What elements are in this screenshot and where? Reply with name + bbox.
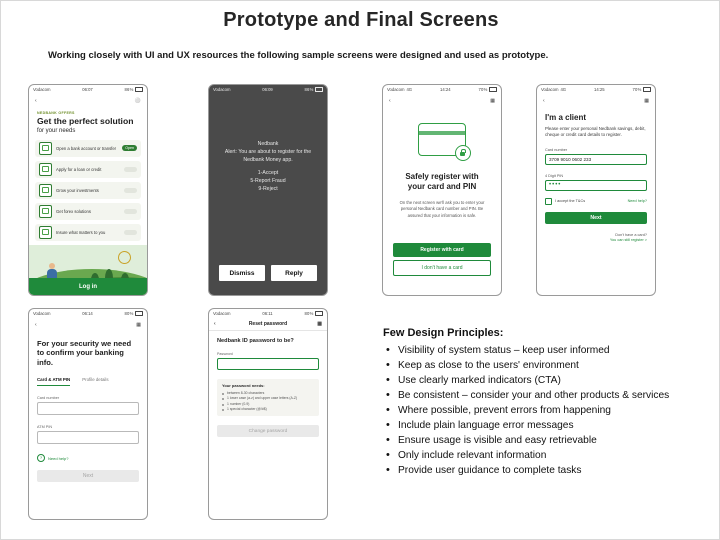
question-mark-icon: ? bbox=[37, 454, 45, 462]
status-bar bbox=[209, 309, 327, 318]
grid-menu-icon[interactable]: ▦ bbox=[490, 97, 495, 104]
register-heading-line1: Safely register with bbox=[405, 172, 479, 181]
card-number-label: Card number bbox=[37, 396, 60, 401]
app-nav-bar bbox=[383, 94, 501, 107]
atm-pin-label: ATM PIN bbox=[37, 425, 53, 430]
requirement-item: 1 number (0-9) bbox=[222, 402, 314, 407]
chevron-pill bbox=[124, 209, 137, 214]
list-item: • Only include relevant information bbox=[383, 449, 693, 463]
status-network: 4G bbox=[560, 87, 567, 92]
design-principles-list bbox=[383, 344, 693, 478]
chevron-pill bbox=[124, 167, 137, 172]
status-time: 14:24 bbox=[440, 87, 451, 92]
loan-icon bbox=[39, 163, 52, 176]
tab-bar bbox=[37, 377, 139, 386]
list-item: • Visibility of system status – keep user informed bbox=[383, 344, 693, 358]
offers-header bbox=[29, 111, 147, 134]
status-carrier: Vodacom bbox=[33, 87, 51, 92]
status-bar bbox=[209, 85, 327, 94]
status-bar bbox=[537, 85, 655, 94]
need-help-label: Need help? bbox=[48, 455, 69, 461]
pin-value: •••• bbox=[549, 182, 562, 189]
list-item-label: Get forex solutions bbox=[56, 208, 91, 214]
password-input[interactable] bbox=[217, 358, 319, 370]
password-requirements bbox=[217, 379, 319, 416]
app-nav-bar bbox=[209, 318, 327, 331]
card-number-input[interactable]: 3709 9010 0602 233 bbox=[545, 154, 647, 165]
sun-icon bbox=[118, 251, 131, 264]
card-number-input[interactable] bbox=[37, 402, 139, 415]
alert-line: 9-Reject bbox=[258, 186, 278, 193]
phone-mockup-safe-register bbox=[382, 84, 502, 296]
status-carrier: Vodacom bbox=[387, 87, 405, 92]
nav-title: Reset password bbox=[248, 321, 288, 327]
design-principles-title: Few Design Principles: bbox=[383, 327, 504, 339]
status-badge: Open bbox=[122, 145, 137, 151]
battery-icon bbox=[315, 311, 323, 316]
list-item: • Use clearly marked indicators (CTA) bbox=[383, 374, 693, 388]
status-time: 06:09 bbox=[262, 87, 273, 92]
status-time: 14:25 bbox=[594, 87, 605, 92]
register-with-card-button[interactable]: Register with card bbox=[393, 243, 491, 257]
client-intro: Please enter your personal Nedbank savings, debit, cheque or credit card details to register. bbox=[545, 126, 646, 138]
battery-icon bbox=[489, 87, 497, 92]
security-heading bbox=[37, 339, 139, 367]
lock-icon bbox=[455, 145, 471, 161]
reset-question: Nedbank ID password to be? bbox=[217, 338, 294, 344]
dismiss-button[interactable]: Dismiss bbox=[219, 265, 265, 281]
security-heading-line1: For your security we need bbox=[37, 339, 132, 348]
list-item[interactable] bbox=[35, 140, 141, 157]
status-battery: 86% bbox=[304, 87, 314, 92]
list-item: • Be consistent – consider your and other products & services bbox=[383, 389, 693, 403]
battery-icon bbox=[135, 311, 143, 316]
list-item: • Keep as close to the users' environment bbox=[383, 359, 693, 373]
alert-message bbox=[209, 94, 327, 193]
chevron-left-icon[interactable]: ‹ bbox=[35, 321, 37, 328]
investment-icon bbox=[39, 184, 52, 197]
status-battery: 70% bbox=[632, 87, 642, 92]
client-title: I'm a client bbox=[545, 113, 587, 122]
next-button[interactable]: Next bbox=[37, 470, 139, 482]
list-item[interactable] bbox=[35, 203, 141, 220]
alert-line: 1-Accept bbox=[257, 170, 279, 177]
reply-button[interactable]: Reply bbox=[271, 265, 317, 281]
grid-menu-icon[interactable]: ▦ bbox=[136, 321, 141, 328]
chevron-left-icon[interactable]: ‹ bbox=[543, 97, 545, 104]
status-carrier: Vodacom bbox=[213, 311, 231, 316]
atm-pin-input[interactable] bbox=[37, 431, 139, 444]
status-battery: 70% bbox=[478, 87, 488, 92]
chevron-pill bbox=[124, 230, 137, 235]
insurance-icon bbox=[39, 226, 52, 239]
design-principles bbox=[383, 327, 693, 479]
chevron-pill bbox=[124, 188, 137, 193]
alert-line: 5-Report Fraud bbox=[250, 178, 286, 185]
list-item: • Where possible, prevent errors from happening bbox=[383, 404, 693, 418]
password-requirements-title: Your password needs: bbox=[222, 383, 265, 388]
alert-line: Nedbank bbox=[257, 141, 279, 147]
battery-icon bbox=[643, 87, 651, 92]
need-help-link[interactable] bbox=[37, 454, 147, 462]
page-title: Prototype and Final Screens bbox=[223, 9, 499, 31]
phone-mockup-reset-password bbox=[208, 308, 328, 520]
status-carrier: Vodacom bbox=[213, 87, 231, 92]
tab-profile-details[interactable]: Profile details bbox=[82, 377, 109, 383]
status-battery: 80% bbox=[124, 311, 134, 316]
next-button[interactable]: Next bbox=[545, 212, 647, 224]
status-bar bbox=[29, 85, 147, 94]
list-item[interactable] bbox=[35, 182, 141, 199]
list-item: • Ensure usage is visible and easy retrievable bbox=[383, 434, 693, 448]
list-item-label: Apply for a loan or credit bbox=[56, 166, 102, 172]
status-time: 06:14 bbox=[82, 311, 93, 316]
still-register-link[interactable]: You can still register > bbox=[609, 238, 647, 243]
chat-icon[interactable]: ⚪ bbox=[134, 97, 141, 104]
list-item: • Provide user guidance to complete tasks bbox=[383, 464, 693, 478]
app-nav-bar bbox=[29, 94, 147, 107]
register-heading-line2: your card and PIN bbox=[407, 182, 477, 191]
card-lock-icon bbox=[418, 123, 466, 156]
offers-subheading: for your needs bbox=[37, 127, 76, 134]
status-time: 06:11 bbox=[262, 311, 273, 316]
battery-icon bbox=[135, 87, 143, 92]
grid-menu-icon[interactable]: ▦ bbox=[317, 321, 322, 327]
slide-subtitle: Working closely with UI and UX resources the following sample screens were designed and used as prototype. bbox=[48, 50, 549, 61]
list-item[interactable] bbox=[35, 224, 141, 241]
alert-line: Nedbank Money app. bbox=[243, 157, 293, 164]
phone-mockup-offers bbox=[28, 84, 148, 296]
offers-eyebrow: NEDBANK OFFERS bbox=[37, 111, 75, 115]
terms-label: I accept the T&Cs bbox=[555, 199, 586, 204]
card-stripe bbox=[419, 131, 465, 135]
status-time: 06:07 bbox=[82, 87, 93, 92]
status-network: 4G bbox=[406, 87, 413, 92]
app-nav-bar bbox=[29, 318, 147, 331]
no-card-button[interactable]: I don't have a card bbox=[393, 260, 491, 276]
tab-card-atm-pin[interactable]: Card & ATM PIN bbox=[37, 377, 70, 386]
list-item-label: Grow your investments bbox=[56, 187, 99, 193]
app-nav-bar bbox=[537, 94, 655, 107]
alert-actions bbox=[219, 265, 317, 281]
pin-input[interactable] bbox=[545, 180, 647, 191]
battery-icon bbox=[315, 87, 323, 92]
change-password-button[interactable]: Change password bbox=[217, 425, 319, 437]
status-battery: 86% bbox=[124, 87, 134, 92]
status-bar bbox=[383, 85, 501, 94]
back-icon[interactable]: ‹ bbox=[35, 97, 37, 104]
phone-mockup-sim-alert bbox=[208, 84, 328, 296]
requirement-item: 1 lower case (a-z) and upper case letters (A-Z) bbox=[222, 396, 314, 401]
phone-mockup-confirm-banking-info bbox=[28, 308, 148, 520]
login-button[interactable]: Log in bbox=[29, 278, 147, 295]
help-link[interactable]: Need help? bbox=[627, 199, 647, 204]
terms-row bbox=[545, 198, 647, 205]
status-bar bbox=[29, 309, 147, 318]
register-note: On the next screen we'll ask you to enter your personal Nedbank card number and PIN. Be assured that your information is safe. bbox=[399, 200, 485, 218]
chevron-left-icon[interactable]: ‹ bbox=[389, 97, 391, 104]
status-battery: 80% bbox=[304, 311, 314, 316]
pin-label: 4 Digit PIN bbox=[545, 173, 564, 178]
requirement-item: 1 special character (@!#$) bbox=[222, 407, 314, 412]
no-card-text: Don't have a card? bbox=[615, 232, 647, 237]
register-heading bbox=[393, 172, 491, 192]
list-item-label: Insure what matters to you bbox=[56, 229, 106, 235]
forex-icon bbox=[39, 205, 52, 218]
register-footer bbox=[537, 233, 647, 244]
list-item-label: Open a bank account or transfer bbox=[56, 145, 117, 151]
status-carrier: Vodacom bbox=[33, 311, 51, 316]
password-label: Password bbox=[217, 352, 233, 356]
list-item: • Include plain language error messages bbox=[383, 419, 693, 433]
offers-heading: Get the perfect solution bbox=[37, 116, 134, 126]
offers-list bbox=[35, 140, 141, 241]
chevron-left-icon[interactable]: ‹ bbox=[214, 321, 216, 327]
alert-line: Alert: You are about to register for the bbox=[224, 149, 312, 156]
security-heading-line2: to confirm your banking info. bbox=[37, 348, 124, 367]
terms-checkbox[interactable] bbox=[545, 198, 552, 205]
list-item[interactable] bbox=[35, 161, 141, 178]
status-carrier: Vodacom bbox=[541, 87, 559, 92]
bank-account-icon bbox=[39, 142, 52, 155]
grid-menu-icon[interactable]: ▦ bbox=[644, 97, 649, 104]
phone-mockup-client-details bbox=[536, 84, 656, 296]
requirement-item: between 8-30 characters bbox=[222, 391, 314, 396]
card-number-label: Card number bbox=[545, 147, 568, 152]
